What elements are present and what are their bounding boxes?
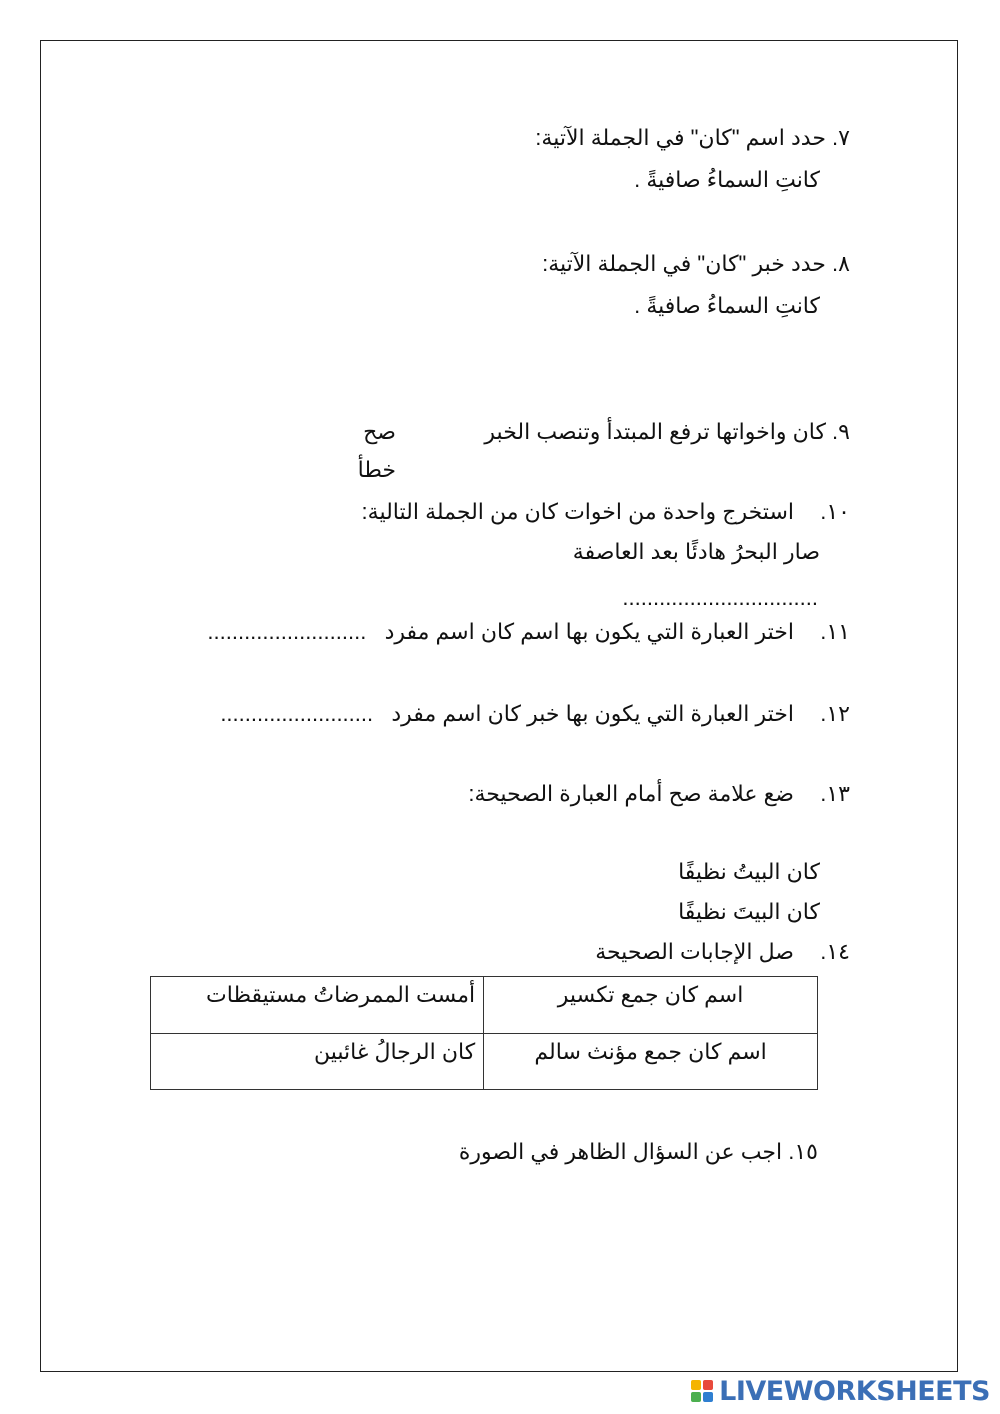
q12-prompt <box>220 700 850 728</box>
q8-sentence: كانتِ السماءُ صافيةً . <box>634 293 820 318</box>
logo-text: LIVEWORKSHEETS <box>719 1375 990 1407</box>
table-row <box>151 1033 818 1090</box>
q9-option-true[interactable]: صح <box>363 419 396 444</box>
q12-answer-blank[interactable]: ......................... <box>220 701 374 726</box>
q10-sentence: صار البحرُ هادئًا بعد العاصفة <box>572 539 820 564</box>
q15-number: ١٥. <box>788 1139 818 1164</box>
q11-answer-blank[interactable]: .......................... <box>207 619 367 644</box>
logo-mark-icon <box>691 1380 713 1402</box>
q9-option-false[interactable]: خطأ <box>357 457 396 482</box>
q15-text: اجب عن السؤال الظاهر في الصورة <box>458 1139 783 1164</box>
q13-text: ضع علامة صح أمام العبارة الصحيحة: <box>468 781 794 806</box>
q13-prompt <box>468 780 850 808</box>
q15-prompt <box>459 1138 818 1166</box>
q9-statement <box>484 418 850 446</box>
q10-number: ١٠. <box>820 499 850 524</box>
q14-number: ١٤. <box>820 939 850 964</box>
q8-number: ٨. <box>832 251 850 276</box>
q11-text: اختر العبارة التي يكون بها اسم كان اسم مفرد <box>384 619 794 644</box>
q10-text: استخرج واحدة من اخوات كان من الجملة التالية: <box>361 499 794 524</box>
q13-option-2[interactable]: كان البيتَ نظيفًا <box>678 899 820 924</box>
liveworksheets-logo <box>690 1374 990 1408</box>
q13-number: ١٣. <box>820 781 850 806</box>
q13-option-1[interactable]: كان البيتُ نظيفًا <box>678 859 820 884</box>
q8-text: حدد خبر "كان" في الجملة الآتية: <box>542 251 826 276</box>
q10-prompt <box>362 498 850 526</box>
q11-number: ١١. <box>820 619 850 644</box>
q8-prompt <box>542 250 850 278</box>
q9-number: ٩. <box>832 419 850 444</box>
q14-row1-right[interactable]: اسم كان جمع تكسير <box>484 977 818 1034</box>
q7-text: حدد اسم "كان" في الجملة الآتية: <box>535 125 826 150</box>
q11-prompt <box>207 618 850 646</box>
q12-number: ١٢. <box>820 701 850 726</box>
q7-prompt <box>535 124 850 152</box>
q10-answer-blank[interactable]: ................................ <box>622 585 818 610</box>
q9-text: كان واخواتها ترفع المبتدأ وتنصب الخبر <box>484 419 826 444</box>
q14-row2-left[interactable]: كان الرجالُ غائبين <box>151 1033 484 1090</box>
q14-text: صل الإجابات الصحيحة <box>595 939 794 964</box>
q14-row2-right[interactable]: اسم كان جمع مؤنث سالم <box>484 1033 818 1090</box>
q14-prompt <box>595 938 850 966</box>
table-row <box>151 977 818 1034</box>
q14-row1-left[interactable]: أمست الممرضاتُ مستيقظات <box>151 977 484 1034</box>
q7-number: ٧. <box>832 125 850 150</box>
q14-matching-table <box>150 976 818 1090</box>
q12-text: اختر العبارة التي يكون بها خبر كان اسم مفرد <box>391 701 794 726</box>
q7-sentence: كانتِ السماءُ صافيةً . <box>634 167 820 192</box>
